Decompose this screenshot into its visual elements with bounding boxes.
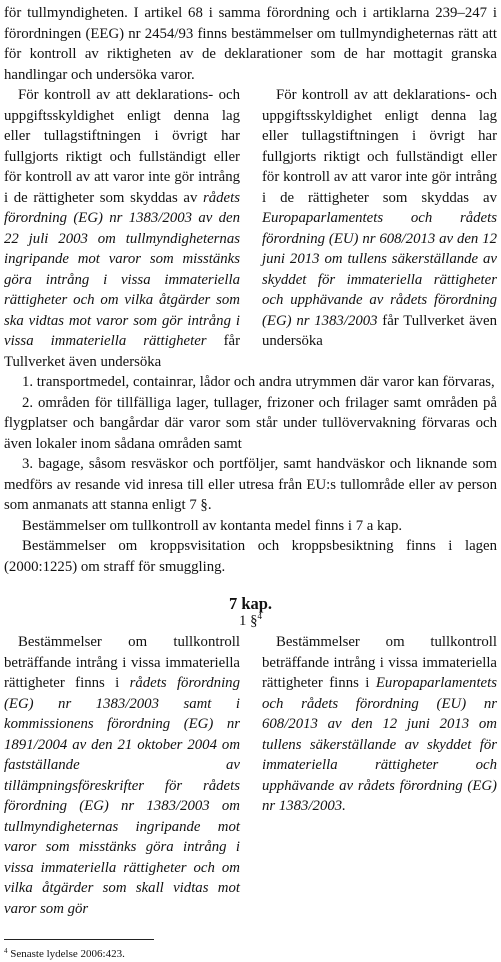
right-column-proposed-text bbox=[262, 85, 497, 372]
paragraph-left-2: Bestämmelser om tullkontroll beträffande intrång i vissa immateriella rättigheter finns i rådets förordning (EG) nr 1383/2003 samt i kommissionens förordning (EG) nr 1891/2004 av den 21 oktober 2004 om fastställande av tillämpningsföreskrifter för rådets förordning (EG) nr 1383/2003 om tullmyndigheternas ingripande mot varor som misstänks göra intrång i vissa immateriella rättigheter och om vilka åtgärder som skall vidtas mot varor som gör bbox=[4, 634, 240, 917]
paragraph-left: För kontroll av att deklarations- och uppgiftsskyldighet enligt denna lag eller tullagstiftningen i övrigt har fullgjorts riktigt och fullständigt eller för kontroll av att varor inte gör intrång i de rättigheter som skyddas av rådets förordning (EG) nr 1383/2003 av den 22 juli 2003 om tullmyndigheternas ingripande mot varor som misstänks göra intrång i vissa immateriella rättigheter och om vilka åtgärder som ska vidtas mot varor som gör intrång i vissa immateriella rättigheter får Tullverket även undersöka bbox=[4, 87, 240, 370]
right-column-proposed-text-2 bbox=[262, 632, 497, 919]
closing-paragraph-1: Bestämmelser om tullkontroll av kontanta medel finns i 7 a kap. bbox=[22, 517, 403, 534]
footnote: $^4$ Senaste lydelse 2006:423. bbox=[4, 947, 125, 960]
list-item-2: 2. områden för tillfälliga lager, tullager, frizoner och frilager samt områden på flygplatser och bangårdar där varor som står under tullövervakning förvaras och även lokaler inom sådana områden samt bbox=[4, 394, 497, 452]
section-heading: 1 §$^4$ bbox=[239, 611, 262, 629]
intro-paragraph: för tullmyndigheten. I artikel 68 i samma förordning och i artiklarna 239–247 i förordningen (EEG) nr 2454/93 finns bestämmelser om tullmyndigheternas rätt att för kontroll av riktigheten av de deklarationer som de har mottagit granska handlingar och undersöka varor. bbox=[4, 5, 497, 83]
footnote-reference: 4 bbox=[257, 611, 262, 621]
left-column-current-text-2 bbox=[4, 632, 240, 919]
list-item-1: 1. transportmedel, containrar, lådor och andra utrymmen där varor kan förvaras, bbox=[22, 374, 495, 390]
closing-paragraph-2: Bestämmelser om kroppsvisitation och kroppsbesiktning finns i lagen (2000:1225) om straff för smuggling. bbox=[4, 538, 497, 575]
left-column-current-text bbox=[4, 85, 240, 372]
list-item-3: 3. bagage, såsom resväskor och portföljer, samt handväskor och liknande som medförs av resande vid inresa till eller utresa från EU:s tullområde eller av person som anmanats att stanna enligt 7 §. bbox=[4, 456, 497, 513]
chapter-heading: 7 kap. bbox=[228, 594, 273, 613]
two-column-section-1 bbox=[4, 85, 497, 372]
document-page bbox=[4, 3, 497, 961]
spacer bbox=[4, 577, 497, 595]
two-column-section-2 bbox=[4, 632, 497, 919]
paragraph-right-2: Bestämmelser om tullkontroll beträffande intrång i vissa immateriella rättigheter finns i Europaparlamentets och rådets förordning (EU) nr 608/2013 av den 12 juni 2013 om tullens säkerställande av skyddet för immateriella rättigheter och upphävande av rådets förordning (EG) nr 1383/2003. bbox=[262, 634, 497, 814]
paragraph-right: För kontroll av att deklarations- och uppgiftsskyldighet enligt denna lag eller tullagstiftningen i övrigt har fullgjorts riktigt och fullständigt eller för kontroll av att varor inte gör intrång i de rättigheter som skyddas av Europaparlamentets och rådets förordning (EU) nr 608/2013 av den 12 juni 2013 om tullens säkerställande av skyddet för immateriella rättigheter och upphävande av rådets förordning (EG) nr 1383/2003 får Tullverket även undersöka bbox=[262, 87, 498, 349]
spacer-2 bbox=[4, 919, 497, 939]
footnote-divider bbox=[4, 939, 154, 940]
